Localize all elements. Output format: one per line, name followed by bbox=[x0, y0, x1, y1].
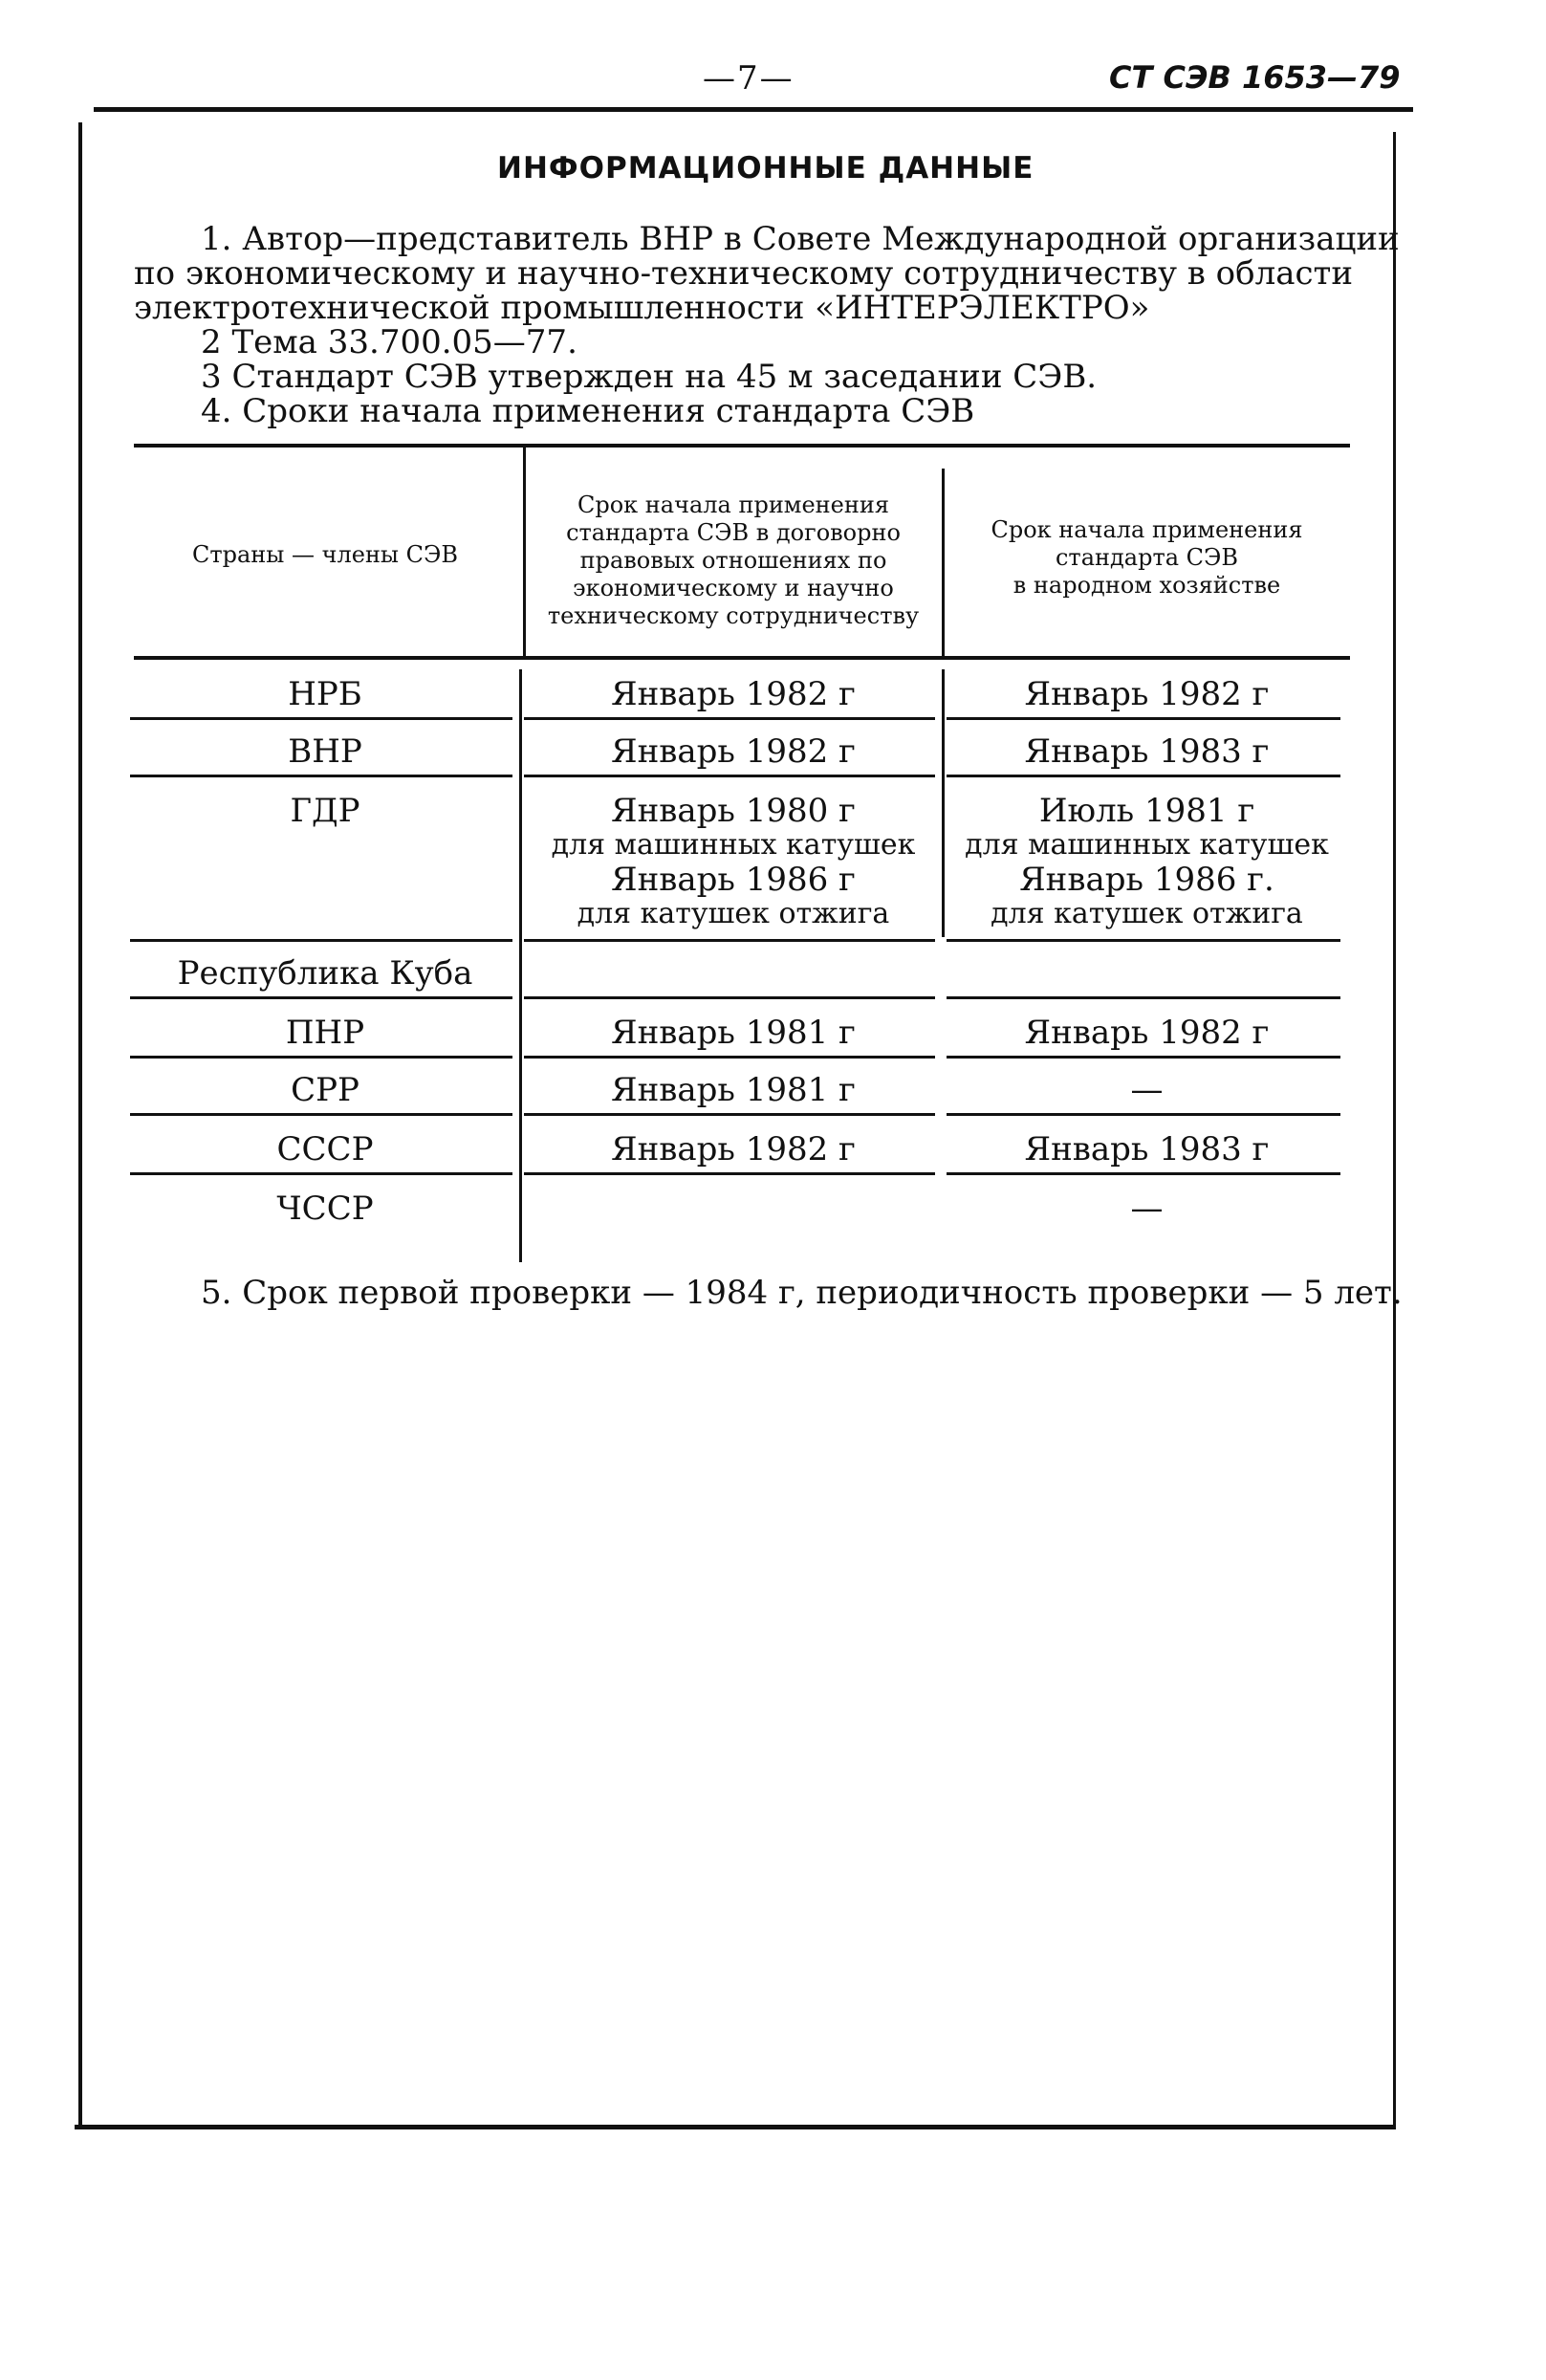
section-title: ИНФОРМАЦИОННЫЕ ДАННЫЕ bbox=[497, 151, 1034, 186]
cell-line: Июль 1981 г bbox=[1038, 792, 1255, 830]
header-line: стандарта СЭВ bbox=[1055, 544, 1239, 571]
row-rule bbox=[130, 775, 512, 777]
row-rule bbox=[524, 1172, 935, 1175]
item5: 5. Срок первой проверки — 1984 г, периодичность проверки — 5 лет. bbox=[201, 1274, 1403, 1312]
contract-date-cell: Январь 1982 г bbox=[611, 675, 856, 713]
row-rule bbox=[947, 717, 1340, 720]
item1-line1: 1. Автор—представитель ВНР в Совете Международной организации bbox=[201, 220, 1400, 258]
page-number: —7— bbox=[703, 59, 795, 98]
contract-date-cell: Январь 1981 г bbox=[611, 1014, 856, 1052]
header-line: Срок начала применения bbox=[577, 491, 890, 518]
row-rule bbox=[524, 1056, 935, 1059]
table-divider bbox=[523, 448, 526, 656]
row-rule bbox=[524, 1113, 935, 1116]
country-cell: ПНР bbox=[285, 1014, 365, 1052]
row-rule bbox=[947, 996, 1340, 999]
economy-date-cell: — bbox=[1130, 1190, 1164, 1228]
row-rule bbox=[947, 1113, 1340, 1116]
row-rule bbox=[524, 775, 935, 777]
row-rule bbox=[947, 1172, 1340, 1175]
country-cell: НРБ bbox=[288, 675, 362, 713]
country-cell: Республика Куба bbox=[177, 954, 473, 993]
header-line: экономическому и научно bbox=[573, 575, 894, 601]
header-line: в народном хозяйстве bbox=[1013, 572, 1281, 599]
cell-line: для катушек отжига bbox=[577, 897, 890, 930]
row-rule bbox=[524, 717, 935, 720]
item1-line2-text: по экономическому и научно-техническому сотрудничеству bbox=[134, 254, 1178, 293]
cell-line: Январь 1986 г. bbox=[1019, 861, 1274, 899]
row-rule bbox=[524, 996, 935, 999]
table-divider bbox=[519, 669, 522, 1262]
row-rule bbox=[130, 717, 512, 720]
economy-date-cell: Январь 1982 г bbox=[1024, 1014, 1270, 1052]
item1-line3: электротехнической промышленности «ИНТЕРЭЛЕКТРО» bbox=[134, 289, 1150, 327]
row-rule bbox=[130, 1056, 512, 1059]
table-divider bbox=[942, 469, 945, 656]
row-rule bbox=[524, 939, 935, 942]
economy-date-cell: Январь 1983 г bbox=[1024, 732, 1270, 771]
cell-line: для машинных катушек bbox=[551, 828, 916, 862]
item2: 2 Тема 33.700.05—77. bbox=[201, 323, 577, 361]
country-cell: ЧССР bbox=[276, 1190, 374, 1228]
header-line: стандарта СЭВ в договорно bbox=[566, 519, 901, 546]
row-rule bbox=[130, 1113, 512, 1116]
cell-line: Январь 1980 г bbox=[611, 792, 856, 830]
item4: 4. Сроки начала применения стандарта СЭВ bbox=[201, 392, 975, 430]
cell-line: Январь 1986 г bbox=[611, 861, 856, 899]
frame-right-border bbox=[1393, 132, 1396, 2126]
contract-date-cell bbox=[528, 794, 939, 931]
header-rule bbox=[94, 107, 1413, 112]
contract-date-cell: Январь 1981 г bbox=[611, 1071, 856, 1109]
item3: 3 Стандарт СЭВ утвержден на 45 м заседании СЭВ. bbox=[201, 358, 1098, 396]
standard-code: СТ СЭВ 1653—79 bbox=[1109, 59, 1401, 96]
economy-date-cell bbox=[948, 794, 1345, 931]
row-rule bbox=[130, 996, 512, 999]
item1-line2-end: в области bbox=[1187, 254, 1353, 293]
header-line: Срок начала применения bbox=[991, 516, 1303, 543]
table-top-rule bbox=[134, 444, 1350, 448]
country-cell: СРР bbox=[291, 1071, 359, 1109]
item1-line2 bbox=[134, 254, 1353, 293]
frame-left-border bbox=[78, 122, 82, 2126]
economy-date-cell: — bbox=[1130, 1071, 1164, 1109]
cell-line: для катушек отжига bbox=[991, 897, 1303, 930]
table-divider bbox=[942, 669, 945, 937]
header-contract-date bbox=[528, 491, 939, 630]
header-line: техническому сотрудничеству bbox=[547, 602, 920, 629]
header-economy-date bbox=[948, 516, 1345, 600]
economy-date-cell: Январь 1983 г bbox=[1024, 1130, 1270, 1168]
country-cell: ВНР bbox=[288, 732, 362, 771]
contract-date-cell: Январь 1982 г bbox=[611, 1130, 856, 1168]
economy-date-cell: Январь 1982 г bbox=[1024, 675, 1270, 713]
header-country: Страны — члены СЭВ bbox=[191, 541, 459, 568]
contract-date-cell: Январь 1982 г bbox=[611, 732, 856, 771]
header-line: правовых отношениях по bbox=[579, 547, 887, 574]
cell-line: для машинных катушек bbox=[965, 828, 1329, 862]
row-rule bbox=[130, 939, 512, 942]
country-cell: ГДР bbox=[290, 792, 360, 830]
table-header-rule bbox=[134, 656, 1350, 660]
row-rule bbox=[947, 775, 1340, 777]
country-cell: СССР bbox=[276, 1130, 374, 1168]
row-rule bbox=[130, 1172, 512, 1175]
frame-bottom-border bbox=[75, 2125, 1396, 2129]
row-rule bbox=[947, 1056, 1340, 1059]
row-rule bbox=[947, 939, 1340, 942]
